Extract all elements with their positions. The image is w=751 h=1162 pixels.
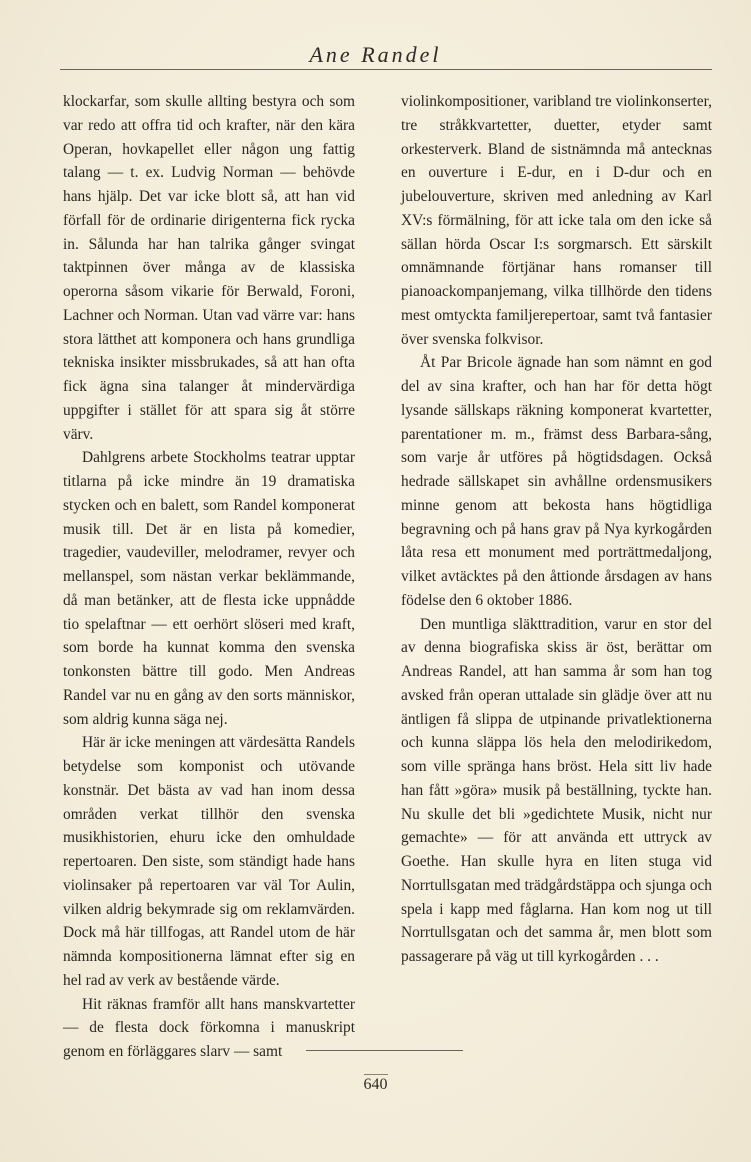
paragraph: klockarfar, som skulle allting bestyra och som var redo att offra tid och krafter, när den kära Operan, hovkapellet eller någon ung fattig talang — t. ex. Ludvig Norman — behövde hans hjälp. Det var icke blott så, att han vid förfall för de ordinarie dirigenterna fick rycka in. Sålunda har han talrika gånger svingat taktpinnen över många av de klassiska operorna såsom vikarie för Berwald, Foroni, Lachner och Norman. Utan vad värre var: hans stora lätthet att komponera och hans grundliga tekniska insikter missbrukades, så att han ofta fick ägna sina talanger åt mindervärdiga uppgifter i stället för att spara sig åt större värv.: [63, 93, 355, 443]
left-column: [63, 90, 355, 1064]
page-number-text: 640: [363, 1076, 388, 1093]
paragraph: Hit räknas framför allt hans manskvartetter — de flesta dock förkomna i manuskript genom en förläggares slarv — samt: [63, 995, 355, 1060]
right-column: [401, 90, 712, 969]
header-rule: [60, 69, 712, 70]
paragraph: Dahlgrens arbete Stockholms teatrar upptar titlarna på icke mindre än 19 dramatiska stycken och en balett, som Randel komponerat musik till. Det är en lista på komedier, tragedier, vaudeviller, melodramer, revyer och mellanspel, som nästan verkar beklämmande, då man betänker, att de flesta icke uppnådde tio spelaftnar — ett oerhört slöseri med kraft, som borde ha kunnat komma den svenska tonkonsten bättre till godo. Men Andreas Randel var nu en gång av den sorts människor, som aldrig kunna säga nej.: [63, 449, 355, 728]
running-title: Ane Randel: [309, 42, 442, 67]
paragraph: Här är icke meningen att värdesätta Randels betydelse som komponist och utövande konstnär. Det bästa av vad han inom dessa områden verkat tillhör den svenska musikhistorien, ehuru icke den omhuldade repertoaren. Den siste, som ständigt hade hans violinsaker på repertoaren var väl Tor Aulin, vilken aldrig bekymrade sig om reklamvärden. Dock må här tillfogas, att Randel utom de här nämnda kompositionerna lämnat efter sig en hel rad av verk av bestående värde.: [63, 734, 355, 989]
footer-rule: [306, 1050, 463, 1051]
paragraph: Den muntliga släkttradition, varur en stor del av denna biografiska skiss är öst, berättar om Andreas Randel, att han samma år som han tog avsked från operan uttalade sin glädje över att nu äntligen få slippa de utpinande privatlektionerna och kunna släppa lös hela den melodirikedom, som ville spränga hans bröst. Hela sitt liv hade han fått »göra» musik på beställning, tyckte han. Nu skulle det bli »gedichtete Musik, nicht nur gemachte» — för att använda ett uttryck av Goethe. Han skulle hyra en liten stuga vid Norrtullsgatan med trädgårdstäppa och sjunga och spela i kapp med fåglarna. Han kom nog ut till Norrtullsgatan och det samma år, men blott som passagerare på väg ut till kyrkogården . . .: [401, 615, 712, 965]
paragraph: violinkompositioner, varibland tre violinkonserter, tre stråkkvartetter, duetter, etyder samt orkesterverk. Bland de sistnämnda må antecknas en ouverture i E-dur, en i D-dur och en jubelouverture, skriven med anledning av Karl XV:s förmälning, för att icke tala om den icke så sällan hörda Oscar I:s sorgmarsch. Ett särskilt omnämnande förtjänar hans romanser till pianoackompanjemang, vilka tillhörde den tidens mest omtyckta familjerepertoar, samt två fantasier över svenska folkvisor.: [401, 93, 712, 348]
paragraph: Åt Par Bricole ägnade han som nämnt en god del av sina krafter, och han har för detta högt lysande sällskaps räkning komponerat kvartetter, parentationer m. m., främst dess Barbara-sång, som varje år utföres på högtidsdagen. Också hedrade sällskapet sin avhållne ordensmusikers minne genom att bekosta hans högtidliga begravning och på hans grav på Nya kyrkogården låta resa ett monument med porträttmedaljong, vilket avtäcktes på den åttionde årsdagen av hans födelse den 6 oktober 1886.: [401, 354, 712, 609]
page-number: [0, 1076, 751, 1094]
